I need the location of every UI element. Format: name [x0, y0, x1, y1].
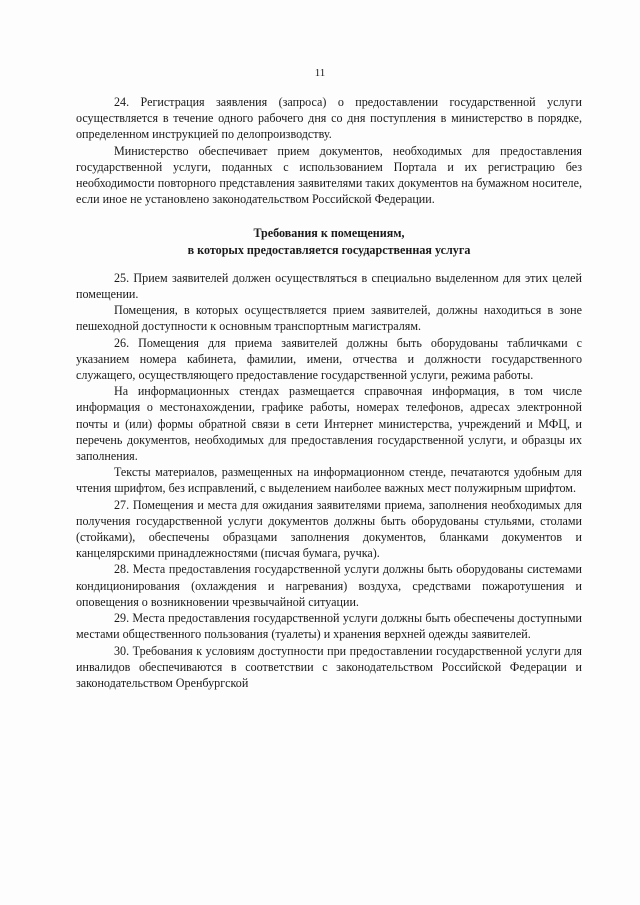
paragraph-stand-texts: Тексты материалов, размещенных на информационном стенде, печатаются удобным для чтения шрифтом, без исправлений, с выделением наиболее важных мест полужирным шрифтом.	[76, 465, 582, 496]
page-number: 11	[314, 67, 326, 79]
paragraph-26: 26. Помещения для приема заявителей должны быть оборудованы табличками с указанием номера кабинета, фамилии, имени, отчества и должности государственного служащего, осуществляющего предоставление государственной услуги, режима работы.	[76, 335, 582, 383]
paragraph-27: 27. Помещения и места для ожидания заявителями приема, заполнения необходимых для получения государственной услуги документов должны быть оборудованы стульями, столами (стойками), обеспечены образцами заполнения документов, бланками документов и канцелярскими принадлежностями (писчая бумага, ручка).	[76, 497, 582, 561]
paragraph-29: 29. Места предоставления государственной услуги должны быть обеспечены доступными местами общественного пользования (туалеты) и хранения верхней одежды заявителей.	[76, 611, 582, 642]
document-body	[76, 94, 582, 691]
paragraph-25: 25. Прием заявителей должен осуществляться в специально выделенном для этих целей помещении.	[76, 270, 582, 302]
paragraph-28: 28. Места предоставления государственной услуги должны быть оборудованы системами кондиционирования (охлаждения и нагревания) воздуха, средствами пожаротушения и оповещения о возникновении чрезвычайной ситуации.	[76, 562, 582, 609]
paragraph-info-stands: На информационных стендах размещается справочная информация, в том числе информация о местонахождении, графике работы, номерах телефонов, адресах электронной почты и (или) формы обратной связи в сети Интернет министерства, учреждений и МФЦ, и перечень документов, необходимых для предоставления государственной услуги, и образцы их заполнения.	[76, 384, 582, 464]
section-heading-line-1: Требования к помещениям,	[253, 226, 405, 241]
paragraph-24: 24. Регистрация заявления (запроса) о предоставлении государственной услуги осуществляется в течение одного рабочего дня со дня поступления в министерство в порядке, определенном инструкцией по делопроизводству.	[76, 95, 582, 142]
paragraph-ministry-portal: Министерство обеспечивает прием документов, необходимых для предоставления государственной услуги, поданных с использованием Портала и их регистрацию без необходимости повторного представления заявителями таких документов на бумажном носителе, если иное не установлено законодательством Российской Федерации.	[76, 143, 582, 207]
section-heading-line-2: в которых предоставляется государственная услуга	[187, 242, 471, 257]
paragraph-30: 30. Требования к условиям доступности при предоставлении государственной услуги для инвалидов обеспечиваются в соответствии с законодательством Российской Федерации и законодательством Оренбургской	[76, 643, 582, 690]
section-heading	[76, 225, 582, 257]
paragraph-premises-location: Помещения, в которых осуществляется прием заявителей, должны находиться в зоне пешеходной доступности к основным транспортным магистралям.	[76, 303, 582, 334]
